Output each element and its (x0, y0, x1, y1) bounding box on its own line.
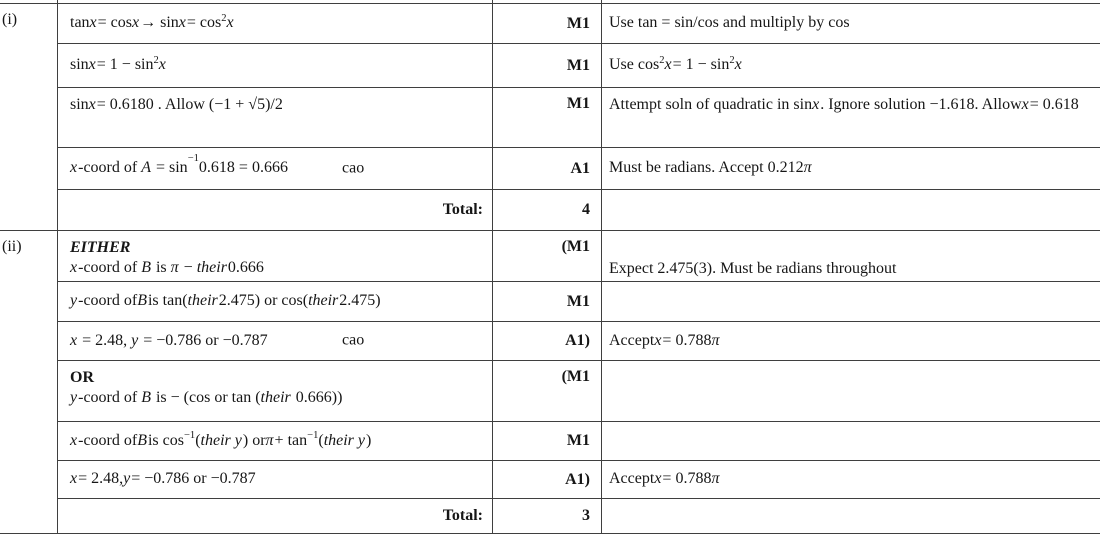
mark-row (57, 422, 1100, 461)
mark-row (57, 44, 1100, 88)
total-marks: 3 (582, 507, 590, 524)
mark-cell: (M1 (561, 238, 590, 255)
section-part-ii (0, 231, 1100, 533)
mark-cell: A1) (565, 332, 590, 349)
mark-row (57, 231, 1100, 282)
working-cell: sin x = 1 − sin $^2$ x (70, 54, 166, 74)
mark-cell: M1 (566, 14, 590, 32)
total-row (57, 190, 1100, 230)
mark-row (57, 4, 1100, 44)
comment-cell: Accept x = 0.788 π (609, 470, 720, 488)
or-heading: OR (70, 369, 94, 386)
working-text: y-coord of B is − (cos or tan (their 0.666)) (70, 389, 343, 406)
mark-cell: A1) (565, 470, 590, 488)
comment-cell: Use tan = sin/cos and multiply by cos (609, 14, 850, 32)
comment-cell: Expect 2.475(3). Must be radians throughout (609, 260, 897, 277)
total-marks: 4 (582, 201, 590, 218)
mark-cell: M1 (566, 56, 590, 74)
either-heading: EITHER (70, 239, 131, 256)
cao-tag: cao (342, 331, 365, 349)
table-bottom-border (0, 533, 1100, 534)
comment-cell: Use cos $^2$ x = 1 − sin $^2$ x (609, 54, 742, 74)
part-label-text: (i) (2, 11, 18, 28)
total-row (57, 499, 1100, 533)
working-cell: y -coord of B is tan( their 2.475) or cos( their 2.475) (70, 292, 381, 310)
working-text: x-coord of B is π − their0.666 (70, 259, 264, 276)
comment-cell (601, 499, 1100, 533)
working-cell (57, 231, 492, 281)
working-cell (57, 361, 492, 421)
part-label (0, 231, 57, 533)
working-text: x-coord of $A = \sin^{-1}0.618 = 0.666$ (70, 153, 288, 177)
comment-cell: Attempt soln of quadratic in sin x . Ignore solution −1.618. Allow x = 0.618 (609, 96, 1079, 113)
mark-row (57, 361, 1100, 422)
section-part-i (0, 4, 1100, 230)
comment-cell (601, 361, 1100, 421)
comment-cell (601, 282, 1100, 321)
cao-tag: cao (342, 159, 365, 177)
mark-cell: M1 (566, 432, 590, 449)
total-label: Total: (442, 506, 483, 524)
mark-row (57, 322, 1100, 361)
working-cell (57, 322, 492, 360)
working-text: x = 2.48, y = −0.786 or −0.787 (70, 331, 268, 349)
comment-cell: Accept x = 0.788 π (609, 331, 720, 349)
section-rows (57, 231, 1100, 533)
mark-cell: A1 (570, 159, 590, 177)
total-label: Total: (442, 200, 483, 218)
working-cell: tan x = cos x → sin x = cos $^2$ x (70, 12, 234, 32)
working-cell (57, 148, 492, 189)
mark-cell: (M1 (561, 368, 590, 385)
comment-cell: Must be radians. Accept 0.212 π (609, 159, 812, 177)
part-label-text: (ii) (2, 238, 22, 255)
section-rows (57, 4, 1100, 230)
mark-row (57, 88, 1100, 148)
mark-cell: M1 (566, 292, 590, 310)
comment-cell (601, 190, 1100, 230)
comment-cell (601, 422, 1100, 460)
working-cell: x -coord of B is cos $^{-1}$ ( their y ) or π + tan $^{-1}$ ( their y ) (70, 430, 372, 449)
mark-row (57, 282, 1100, 322)
mark-cell: M1 (566, 95, 590, 112)
mark-row (57, 461, 1100, 499)
working-cell: x = 2.48, y = −0.786 or −0.787 (70, 470, 256, 488)
part-label (0, 4, 57, 230)
mark-row (57, 148, 1100, 190)
working-cell: sin x = 0.6180 . Allow (−1 + √5)/2 (70, 96, 283, 113)
